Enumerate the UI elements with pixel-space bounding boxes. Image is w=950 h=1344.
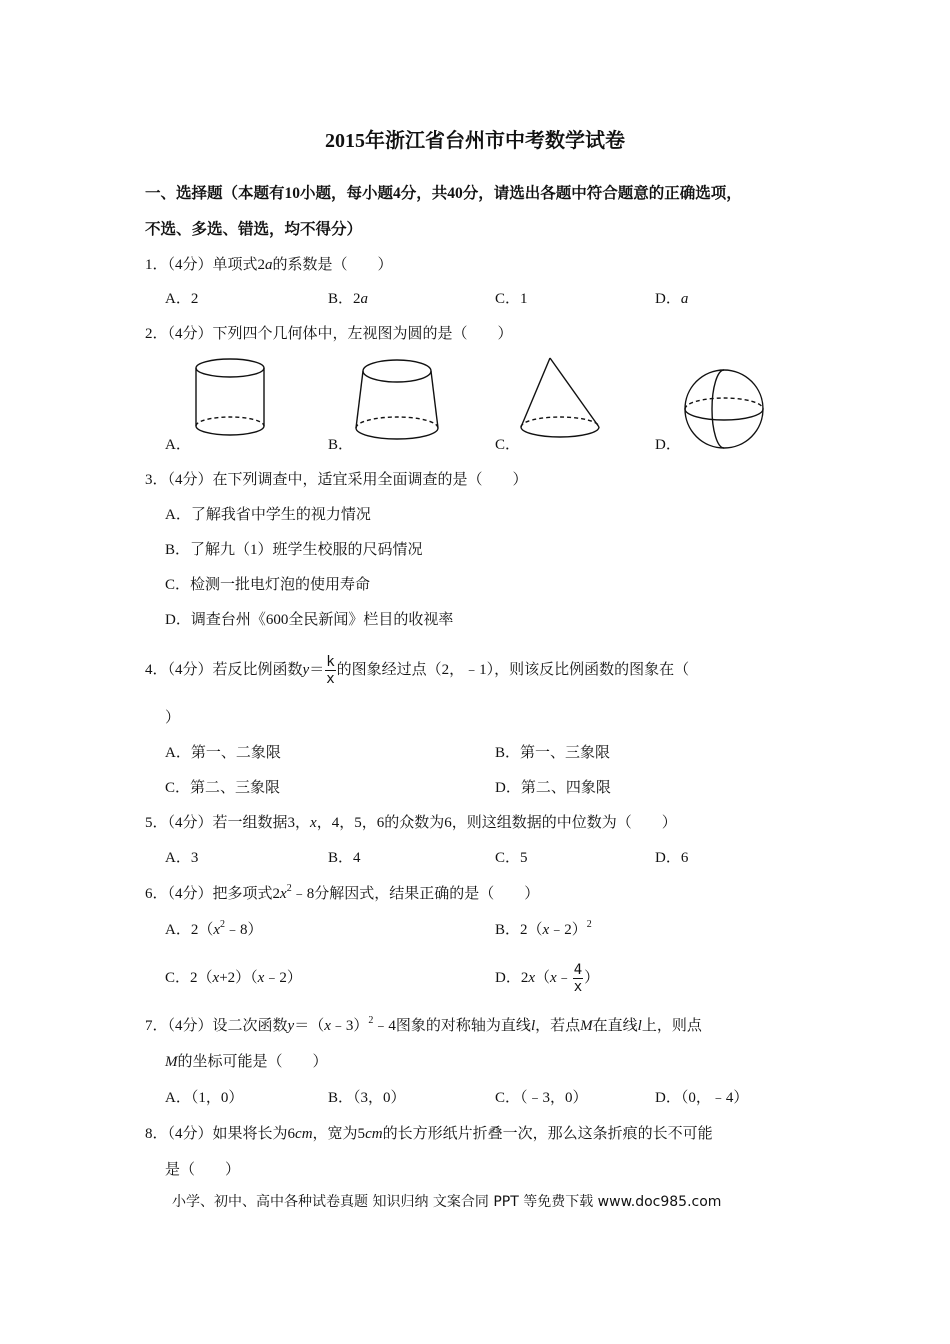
q3-option-a: A．了解我省中学生的视力情况 [165, 507, 371, 523]
q4-close-paren: ） [165, 710, 181, 726]
q4-option-c: C．第二、三象限 [165, 780, 281, 796]
q6-option-b: B．2（x﹣2）$^2$ [495, 919, 592, 938]
fraction-4-over-x: $\frac{4}{x}$ [573, 962, 583, 996]
fraction-k-over-x: $\frac{k}{x}$ [326, 654, 335, 688]
question-6: 6．（4分）把多项式$2x^2﹣8$分解因式，结果正确的是（ ） [145, 883, 540, 902]
q5-option-a: A．3 [165, 850, 199, 866]
question-7: 7．（4分）设二次函数y＝（x﹣3）$^2$﹣4图象的对称轴为直线l，若点M在直线l上，则点 [145, 1015, 702, 1034]
q4-option-d: D．第二、四象限 [495, 780, 611, 796]
question-8-line2: 是（ ） [165, 1162, 241, 1178]
section-heading-line2: 不选、多选、错选，均不得分） [145, 221, 363, 238]
q4-option-a: A．第一、二象限 [165, 745, 281, 761]
question-2: 2．（4分）下列四个几何体中，左视图为圆的是（ ） [145, 326, 513, 342]
q7-option-c: C．（﹣3，0） [495, 1090, 588, 1106]
cone-figure [521, 358, 599, 437]
q2-label-d: D． [655, 437, 681, 453]
q3-option-d: D．调查台州《600全民新闻》栏目的收视率 [165, 612, 454, 628]
q1-option-d: D．a [655, 291, 689, 307]
q1-option-a: A．2 [165, 291, 199, 307]
question-3: 3．（4分）在下列调查中，适宜采用全面调查的是（ ） [145, 472, 528, 488]
question-4: 4．（4分）若反比例函数y＝ $\frac{k}{x}$ 的图象经过点（2，﹣1），则该反比例函数的图象在（ [145, 654, 690, 688]
question-5: 5．（4分）若一组数据3，x，4，5，6的众数为6，则这组数据的中位数为（ ） [145, 815, 677, 831]
frustum-figure [356, 360, 438, 439]
sphere-figure [685, 370, 763, 448]
q4-option-b: B．第一、三象限 [495, 745, 611, 761]
q2-label-c: C． [495, 437, 521, 453]
q5-option-c: C．5 [495, 850, 528, 866]
q6-option-a: A．$2(x^2﹣8)$ [165, 919, 263, 938]
q5-option-b: B．4 [328, 850, 361, 866]
question-1: 1．（4分）单项式2a的系数是（ ） [145, 257, 393, 273]
q3-option-b: B．了解九（1）班学生校服的尺码情况 [165, 542, 423, 558]
q7-option-d: D．（0，﹣4） [655, 1090, 749, 1106]
q6-option-c: C．2（x+2）（x﹣2） [165, 970, 302, 986]
q5-option-d: D．6 [655, 850, 689, 866]
q7-option-a: A．（1，0） [165, 1090, 244, 1106]
section-heading-line1: 一、选择题（本题有10小题，每小题4分，共40分，请选出各题中符合题意的正确选项， [145, 185, 742, 202]
footer-link[interactable]: 小学、初中、高中各种试卷真题 知识归纳 文案合同 PPT 等免费下载 www.doc985.com [172, 1194, 722, 1210]
q2-label-b: B． [328, 437, 354, 453]
q1-option-c: C．1 [495, 291, 528, 307]
question-7-line2: M的坐标可能是（ ） [165, 1054, 328, 1070]
q3-option-c: C．检测一批电灯泡的使用寿命 [165, 577, 371, 593]
geometry-figures [0, 0, 950, 460]
q6-option-d: D．2x（x﹣ $\frac{4}{x}$ ） [495, 962, 600, 996]
q1-option-b: B．2a [328, 291, 369, 307]
q7-option-b: B．（3，0） [328, 1090, 406, 1106]
question-8: 8．（4分）如果将长为6cm，宽为5cm的长方形纸片折叠一次，那么这条折痕的长不可能 [145, 1126, 713, 1142]
cylinder-figure [196, 359, 264, 435]
q2-label-a: A． [165, 437, 191, 453]
page-title: 2015年浙江省台州市中考数学试卷 [325, 130, 625, 152]
